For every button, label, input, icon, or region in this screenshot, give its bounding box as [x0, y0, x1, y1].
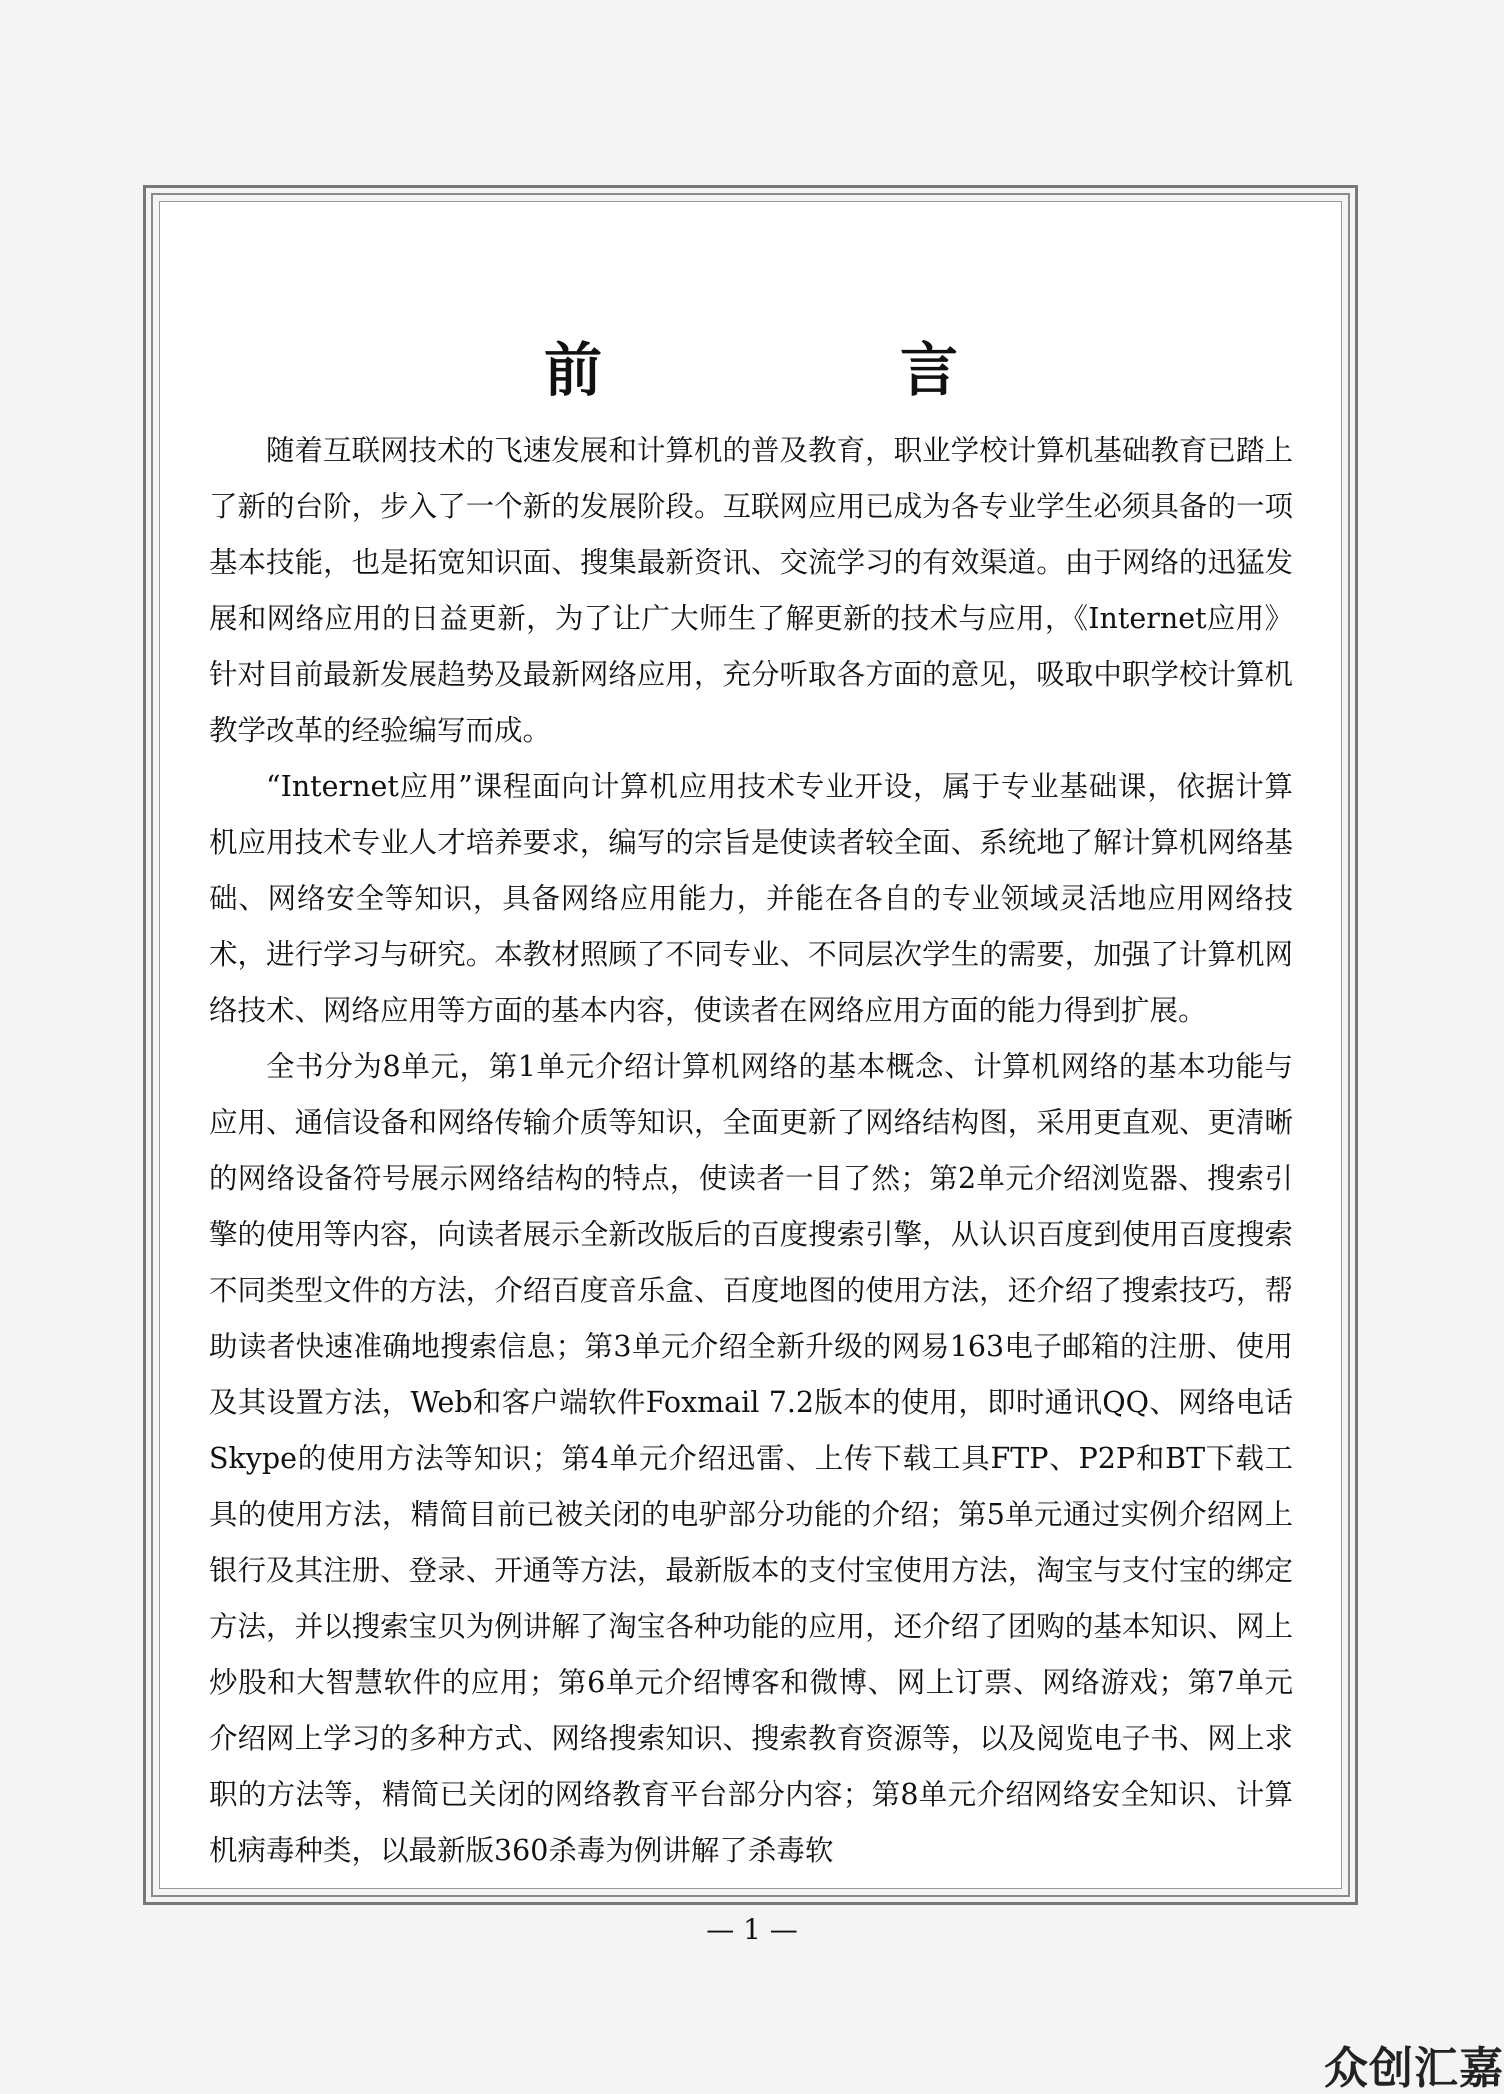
- paragraph-course: “Internet应用”课程面向计算机应用技术专业开设，属于专业基础课，依据计算机应用技术专业人才培养要求，编写的宗旨是使读者较全面、系统地了解计算机网络基础、网络安全等知识，具备网络应用能力，并能在各自的专业领域灵活地应用网络技术，进行学习与研究。本教材照顾了不同专业、不同层次学生的需要，加强了计算机网络技术、网络应用等方面的基本内容，使读者在网络应用方面的能力得到扩展。: [209, 770, 1293, 1027]
- paragraph-units: 全书分为8单元，第1单元介绍计算机网络的基本概念、计算机网络的基本功能与应用、通信设备和网络传输介质等知识，全面更新了网络结构图，采用更直观、更清晰的网络设备符号展示网络结构的特点，使读者一目了然；第2单元介绍浏览器、搜索引擎的使用等内容，向读者展示全新改版后的百度搜索引擎，从认识百度到使用百度搜索不同类型文件的方法，介绍百度音乐盒、百度地图的使用方法，还介绍了搜索技巧，帮助读者快速准确地搜索信息；第3单元介绍全新升级的网易163电子邮箱的注册、使用及其设置方法，Web和客户端软件Foxmail 7.2版本的使用，即时通讯QQ、网络电话Skype的使用方法等知识；第4单元介绍迅雷、上传下载工具FTP、P2P和BT下载工具的使用方法，精简目前已被关闭的电驴部分功能的介绍；第5单元通过实例介绍网上银行及其注册、登录、开通等方法，最新版本的支付宝使用方法，淘宝与支付宝的绑定方法，并以搜索宝贝为例讲解了淘宝各种功能的应用，还介绍了团购的基本知识、网上炒股和大智慧软件的应用；第6单元介绍博客和微博、网上订票、网络游戏；第7单元介绍网上学习的多种方式、网络搜索知识、搜索教育资源等，以及阅览电子书、网上求职的方法等，精简已关闭的网络教育平台部分内容；第8单元介绍网络安全知识、计算机病毒种类，以最新版360杀毒为例讲解了杀毒软: [209, 1050, 1293, 1867]
- page-number: — 1 —: [706, 1913, 798, 1946]
- paragraph-intro: 随着互联网技术的飞速发展和计算机的普及教育，职业学校计算机基础教育已踏上了新的台阶，步入了一个新的发展阶段。互联网应用已成为各专业学生必须具备的一项基本技能，也是拓宽知识面、搜集最新资讯、交流学习的有效渠道。由于网络的迅猛发展和网络应用的日益更新，为了让广大师生了解更新的技术与应用，《Internet应用》针对目前最新发展趋势及最新网络应用，充分听取各方面的意见，吸取中职学校计算机教学改革的经验编写而成。: [209, 434, 1293, 747]
- page-content: [209, 335, 1293, 1879]
- watermark-logo: 众创汇嘉: [1324, 2043, 1504, 2094]
- page-title: 前 言: [543, 336, 1078, 404]
